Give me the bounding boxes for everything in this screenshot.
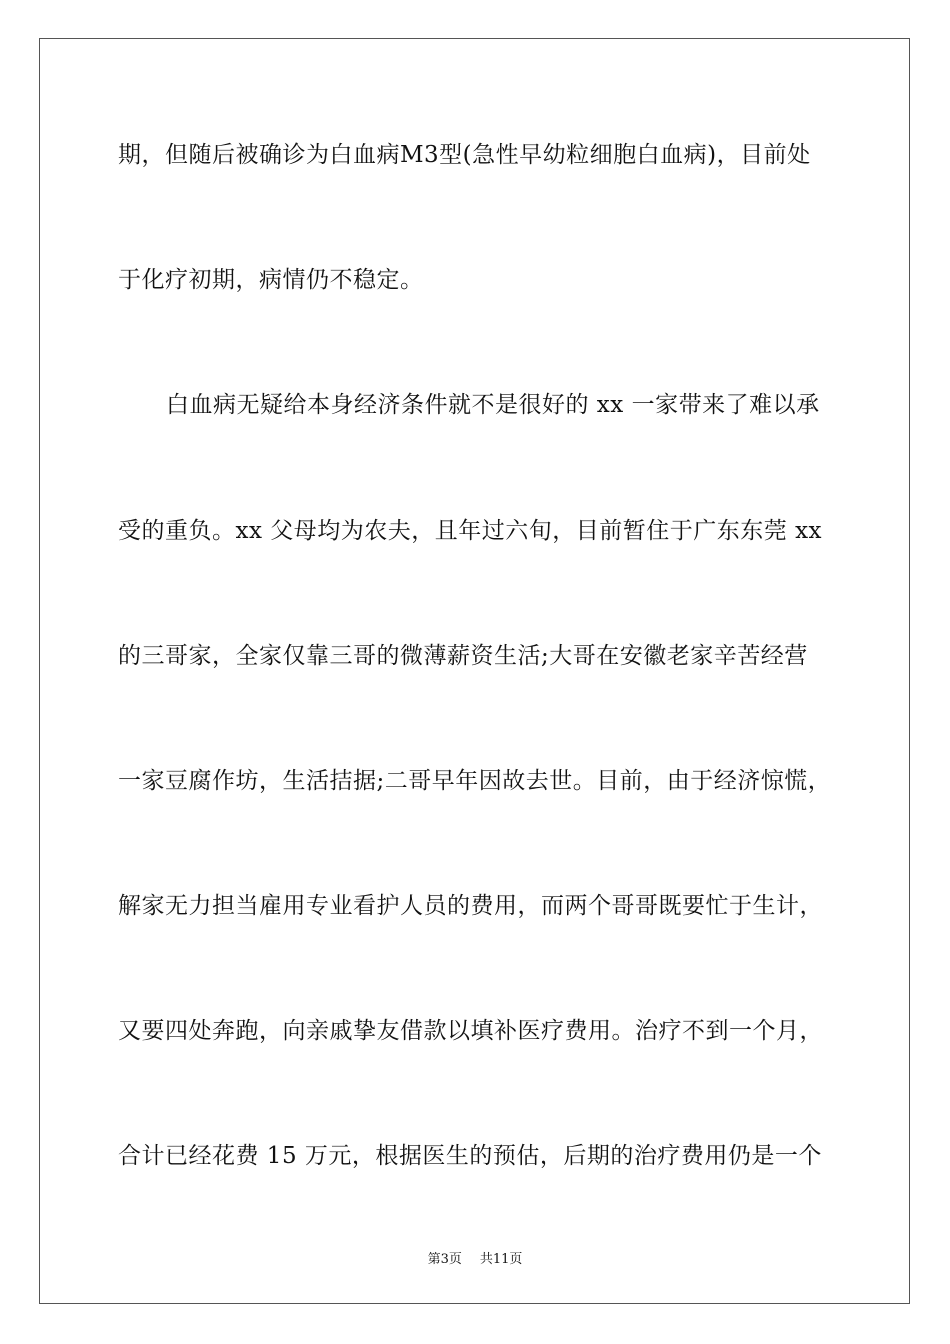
page-footer xyxy=(0,1248,950,1267)
text-line-5: 的三哥家，全家仅靠三哥的微薄薪资生活;大哥在安徽老家辛苦经营 xyxy=(118,643,808,669)
page-frame xyxy=(39,38,910,1304)
text-line-4: 受的重负。xx 父母均为农夫，且年过六旬，目前暂住于广东东莞 xx xyxy=(118,518,823,544)
text-line-1: 期，但随后被确诊为白血病M3型(急性早幼粒细胞白血病)，目前处 xyxy=(118,142,811,168)
text-line-2: 于化疗初期，病情仍不稳定。 xyxy=(118,267,424,293)
text-line-8: 又要四处奔跑，向亲戚挚友借款以填补医疗费用。治疗不到一个月， xyxy=(118,1018,823,1044)
page-number: 第3页 xyxy=(427,1252,462,1267)
text-line-6: 一家豆腐作坊，生活拮据;二哥早年因故去世。目前，由于经济惊慌， xyxy=(118,768,832,794)
text-line-3: 白血病无疑给本身经济条件就不是很好的 xx 一家带来了难以承 xyxy=(166,392,820,418)
text-line-9: 合计已经花费 15 万元，根据医生的预估，后期的治疗费用仍是一个 xyxy=(118,1143,822,1169)
page-total: 共11页 xyxy=(479,1252,523,1267)
text-line-7: 解家无力担当雇用专业看护人员的费用，而两个哥哥既要忙于生计， xyxy=(118,893,823,919)
